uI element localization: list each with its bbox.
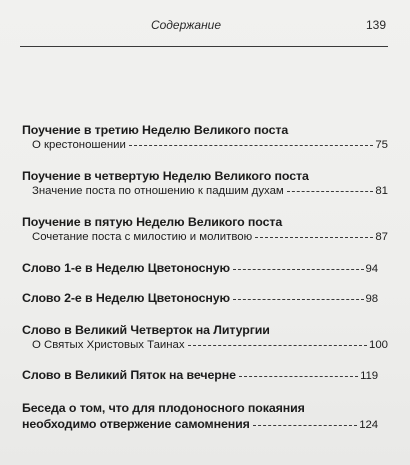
toc-entry-page: 75 [375,139,388,151]
leader-dots [287,191,374,192]
toc-entry-title: Слово в Великий Пяток на вечерне [22,368,236,382]
toc-entry[interactable] [22,367,378,384]
toc-entry-subtitle-row [22,184,388,199]
toc-entry[interactable] [22,322,388,353]
toc-entry-page: 98 [365,293,378,305]
leader-dots [188,345,367,346]
header-rule [20,46,388,47]
toc-entry-title: Поучение в третию Неделю Великого поста [22,123,289,137]
toc-entry[interactable] [22,400,378,433]
leader-dots [239,376,358,377]
toc-entry-page: 81 [375,185,388,197]
toc-entry-title: Слово в Великий Четверток на Литургии [22,323,270,337]
toc-entry-page: 124 [359,419,378,431]
toc-entry-subtitle-row [22,138,388,153]
toc-entry[interactable] [22,168,388,199]
toc-entry-title: Поучение в пятую Неделю Великого поста [22,215,283,229]
toc-entry-subtitle: О крестоношении [32,139,126,151]
page-header-title: Содержание [150,18,222,32]
toc-entry-subtitle: О Святых Христовых Таинах [32,339,185,351]
leader-dots [129,145,373,146]
leader-dots [233,299,363,300]
toc-entry-title: Поучение в четвертую Неделю Великого поста [22,169,309,183]
page-number: 139 [365,18,386,32]
toc-entry-page: 119 [360,370,378,382]
toc-entry-page: 100 [368,339,388,351]
toc-entry[interactable] [22,260,378,277]
toc-entry-subtitle-row [22,230,388,245]
toc-entry-page: 94 [365,263,378,275]
toc-entry[interactable] [22,122,388,153]
toc-entry-title: Слово 2-е в Неделю Цветоносную [22,291,231,305]
toc-entry-title-line2: необходимо отвержение самомнения [22,417,250,431]
page-header [0,14,410,34]
toc-entry[interactable] [22,290,378,307]
leader-dots [253,425,357,426]
toc-entry-subtitle: Значение поста по отношению к падшим духам [32,185,284,197]
toc-entry-title: Слово 1-е в Неделю Цветоносную [22,261,231,275]
toc-entry-title-row [22,290,378,307]
toc-entry-title-row [22,416,378,433]
toc-entry-title-row [22,367,378,384]
toc-entry-subtitle-row [22,338,388,353]
leader-dots [255,237,373,238]
toc-entry-title-line1: Беседа о том, что для плодоносного покаяния [22,401,305,415]
toc-entry-title-row [22,260,378,277]
toc-entry-page: 87 [375,231,388,243]
toc-entry[interactable] [22,214,388,245]
leader-dots [233,269,363,270]
toc-entry-subtitle: Сочетание поста с милостию и молитвою [32,231,253,243]
